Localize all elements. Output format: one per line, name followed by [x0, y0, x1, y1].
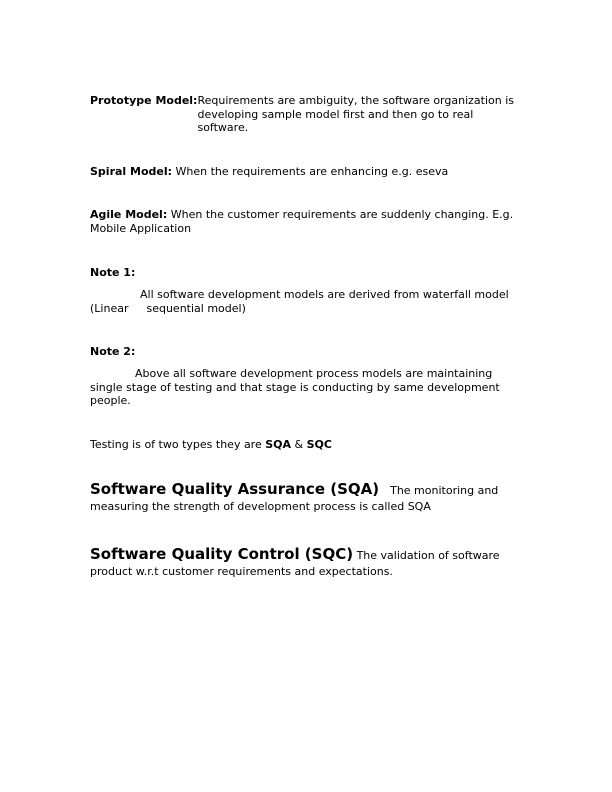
spiral-model-label: Spiral Model: [90, 165, 173, 178]
agile-model-label: Agile Model: [90, 208, 168, 221]
sqc-paragraph [90, 546, 510, 580]
testing-types-line: Testing is of two types they are SQA & SQC [90, 438, 332, 451]
note-2-heading: Note 2: [90, 345, 136, 358]
sqa-paragraph [90, 481, 510, 515]
sqc-title: Software Quality Control (SQC) [90, 545, 354, 563]
sqa-title: Software Quality Assurance (SQA) [90, 480, 380, 498]
sqc-text: The validation of software product w.r.t customer requirements and expectations. [90, 549, 500, 578]
agile-model-paragraph [90, 208, 520, 235]
note-1-text-b: sequential model) [146, 301, 246, 315]
spiral-model-text: When the requirements are enhancing e.g. eseva [172, 165, 449, 178]
note-1-text-a: All software development models are derived from waterfall model (Linear [90, 288, 509, 315]
note-1-heading: Note 1: [90, 266, 136, 279]
sqa-abbrev: SQA [265, 438, 292, 451]
agile-model-text: When the customer requirements are suddenly changing. E.g. Mobile Application [90, 208, 514, 235]
prototype-model-text: Requirements are ambiguity, the software organization is developing sample model first and then go to real software. [197, 94, 515, 134]
note-1-text [90, 288, 520, 315]
sqa-text: The monitoring and measuring the strength of development process is called SQA [90, 484, 499, 513]
note-2-text: Above all software development process models are maintaining single stage of testing and that stage is conducting by same development people. [90, 367, 500, 407]
sqc-abbrev: SQC [306, 438, 332, 451]
prototype-model-label: Prototype Model: [90, 94, 198, 107]
prototype-model-paragraph [90, 94, 530, 135]
spiral-model-paragraph [90, 165, 530, 179]
